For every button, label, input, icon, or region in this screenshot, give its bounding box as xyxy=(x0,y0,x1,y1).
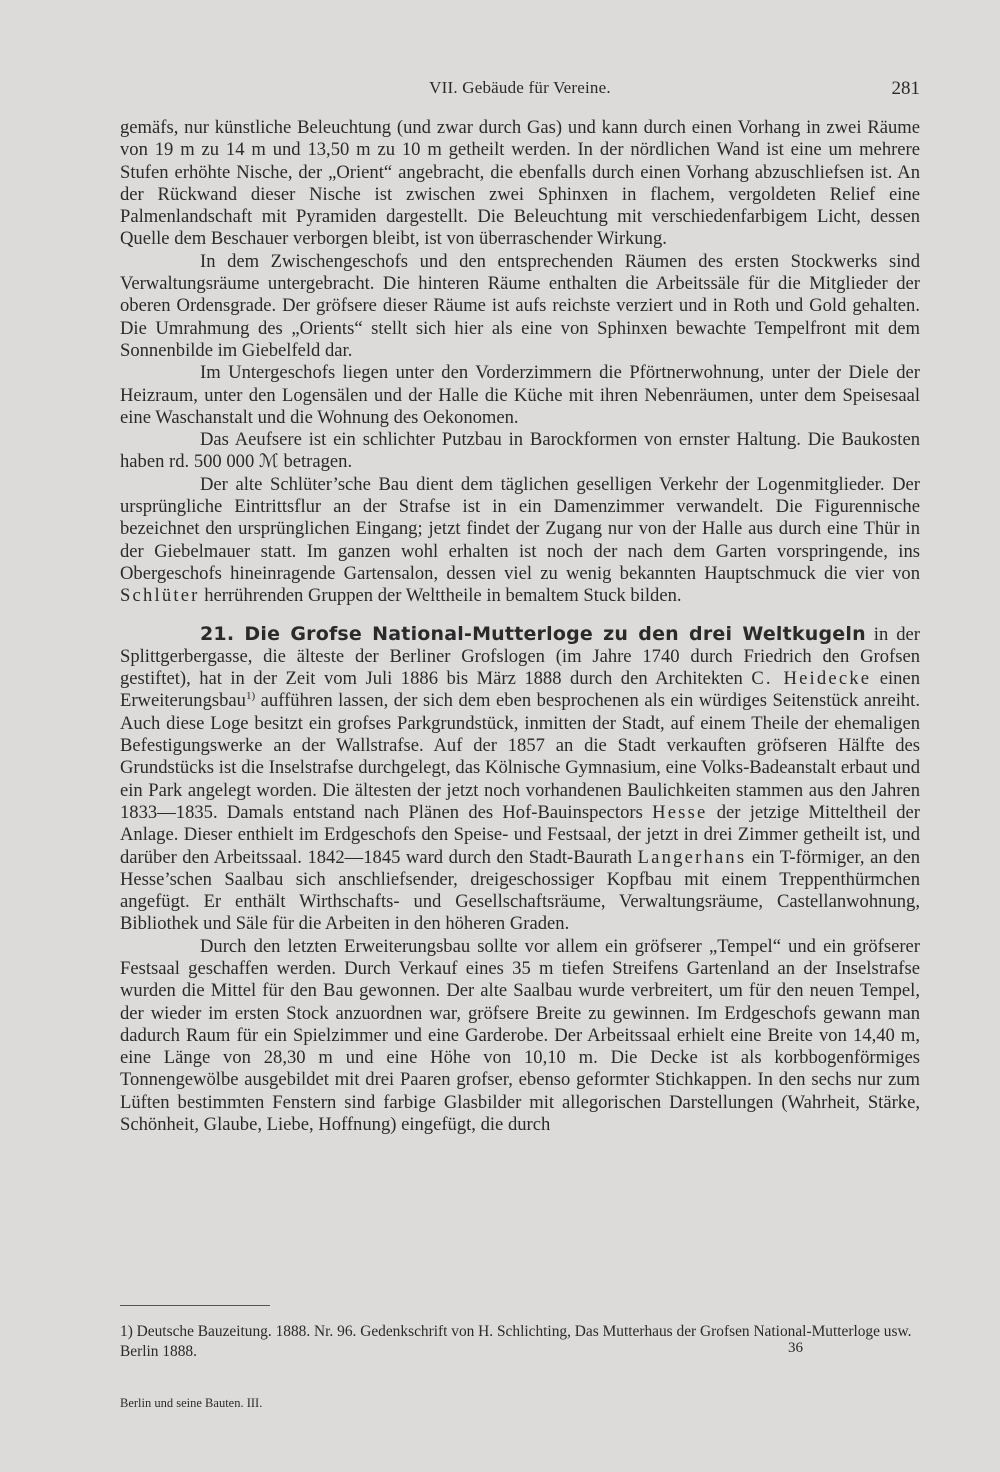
footnote-text: 1) Deutsche Bauzeitung. 1888. Nr. 96. Gedenkschrift von H. Schlichting, Das Mutterhaus der Grofsen National-Mutterloge usw. Berlin 1888. xyxy=(120,1323,912,1360)
section-21-paragraph xyxy=(120,623,920,936)
paragraph: Im Untergeschofs liegen unter den Vorderzimmern die Pförtnerwohnung, unter der Diele der Heizraum, unter den Logensälen und der Halle die Küche mit ihren Nebenräumen, unter dem Speisesaal eine Waschanstalt und die Wohnung des Oekonomen. xyxy=(120,362,920,428)
page-number: 281 xyxy=(891,78,920,99)
paragraph: Das Aeufsere ist ein schlichter Putzbau in Barockformen von ernster Haltung. Die Baukosten haben rd. 500 000 ℳ betragen. xyxy=(120,429,920,473)
paragraph: Durch den letzten Erweiterungsbau sollte vor allem ein gröfserer „Tempel“ und ein gröfserer Festsaal geschaffen werden. Durch Verkauf eines 35 m tiefen Streifens Gartenland an der Inselstrafse wurden die Mittel für den Bau gewonnen. Der alte Saalbau wurde verbreitert, um für den neuen Tempel, der wieder im ersten Stock anzuordnen war, gröfsere Breite zu gewinnen. Im Erdgeschofs gewann man dadurch Raum für ein Spielzimmer und eine Garderobe. Der Arbeitssaal erhielt eine Breite von 14,40 m, eine Länge von 28,30 m und eine Höhe von 10,10 m. Die Decke ist als korbbogenförmiges Tonnengewölbe ausgebildet mit drei Paaren grofser, ebenso geformter Stichkappen. In den sechs nur zum Lüften bestimmten Fenstern sind farbige Glasbilder mit allegorischen Darstellungen (Wahrheit, Stärke, Schönheit, Glaube, Liebe, Hoffnung) eingefügt, die durch xyxy=(120,935,920,1136)
running-title: VII. Gebäude für Vereine. xyxy=(429,78,611,97)
body-text xyxy=(120,117,920,1136)
paragraph-text: aufführen lassen, der sich dem eben besprochenen als ein würdiges Seitenstück anreiht. Auch diese Loge besitzt ein grofses Parkgrundstück, inmitten der Stadt, auf einem Theile der ehemaligen Befestigungswerke an der Wallstrafse. Auf der 1857 an die Stadt verkauften gröfseren Hälfte des Grundstücks ist die Inselstrafse durchgelegt, das Kölnische Gymnasium, eine Volks-Badeanstalt erbaut und ein Park angelegt worden. Die ältesten der jetzt noch vorhandenen Baulichkeiten stammen aus den Jahren 1833—1835. Damals entstand nach Plänen des Hof-Bauinspectors xyxy=(120,690,920,823)
footnote-rule xyxy=(120,1305,270,1306)
paragraph-text: in der Splittgerbergasse, die älteste der Berliner Grofslogen (im Jahre 1740 durch Friedrich den Grofsen gestiftet), hat in der Zeit vom Juli 1886 bis März 1888 durch den Architekten xyxy=(120,623,920,690)
paragraph-text: einen Erweiterungsbau xyxy=(120,668,920,712)
page-footer: Berlin und seine Bauten. III. xyxy=(120,1396,263,1410)
section-title: 21. Die Grofse National-Mutterloge zu den drei Weltkugeln xyxy=(200,622,866,645)
page-header xyxy=(120,78,920,102)
section-gap xyxy=(120,608,920,623)
footnote-reference: 1) xyxy=(245,690,256,703)
signature-mark: 36 xyxy=(788,1340,803,1356)
paragraph-text: ein T-förmiger, an den Hesse’schen Saalbau sich anschliefsender, dreigeschossiger Kopfbau mit einem Treppenthürmchen angefügt. Er enthält Wirthschafts- und Gesellschaftsräume, Verwaltungsräume, Castellanwohnung, Bibliothek und Säle für die Arbeiten in den höheren Graden. xyxy=(120,846,920,935)
paragraph-text: der jetzige Mitteltheil der Anlage. Dieser enthielt im Erdgeschofs den Speise- und Festsaal, der jetzt in drei Zimmer getheilt ist, und darüber den Arbeitssaal. 1842—1845 ward durch den Stadt-Baurath xyxy=(120,801,920,868)
paragraph-text: Der alte Schlüter’sche Bau dient dem täglichen geselligen Verkehr der Logenmitglieder. Der ursprüngliche Eintrittsflur an der Strafse ist in ein Damenzimmer verwandelt. Die Figurennische bezeichnet den ursprünglichen Eingang; jetzt findet der Zugang nur von der Halle aus durch eine Thür in der Giebelmauer statt. Im ganzen wohl erhalten ist noch der nach dem Garten vorspringende, ins Obergeschofs hineinragende Gartensalon, dessen viel zu wenig bekannten Hauptschmuck die vier von xyxy=(120,473,920,584)
paragraph: In dem Zwischengeschofs und den entsprechenden Räumen des ersten Stockwerks sind Verwaltungsräume untergebracht. Die hinteren Räume enthalten die Arbeitssäle für die Mitglieder der oberen Ordensgrade. Der gröfsere dieser Räume ist aufs reichste verziert und in Roth und Gold gehalten. Die Umrahmung des „Orients“ stellt sich hier als eine von Sphinxen bewachte Tempelfront mit dem Sonnenbilde im Giebelfeld dar. xyxy=(120,250,920,361)
paragraph xyxy=(120,474,920,608)
person-name: C. Heidecke xyxy=(751,668,872,690)
person-name: Hesse xyxy=(652,801,708,823)
paragraph: gemäfs, nur künstliche Beleuchtung (und zwar durch Gas) und kann durch einen Vorhang in zwei Räume von 19 m zu 14 m und 13,50 m zu 10 m getheilt werden. In der nördlichen Wand ist eine um mehrere Stufen erhöhte Nische, der „Orient“ angebracht, die ebenfalls durch einen Vorhang abzuschliefsen ist. An der Rückwand dieser Nische ist zwischen zwei Sphinxen in flachem, vergoldeten Relief eine Palmenlandschaft mit Pyramiden dargestellt. Die Beleuchtung mit verschiedenfarbigem Licht, dessen Quelle dem Beschauer verborgen bleibt, ist von überraschender Wirkung. xyxy=(120,117,920,250)
person-name: Schlüter xyxy=(120,585,200,607)
person-name: Langerhans xyxy=(637,846,747,868)
paragraph-text: herrührenden Gruppen der Welttheile in bemaltem Stuck bilden. xyxy=(199,585,682,607)
